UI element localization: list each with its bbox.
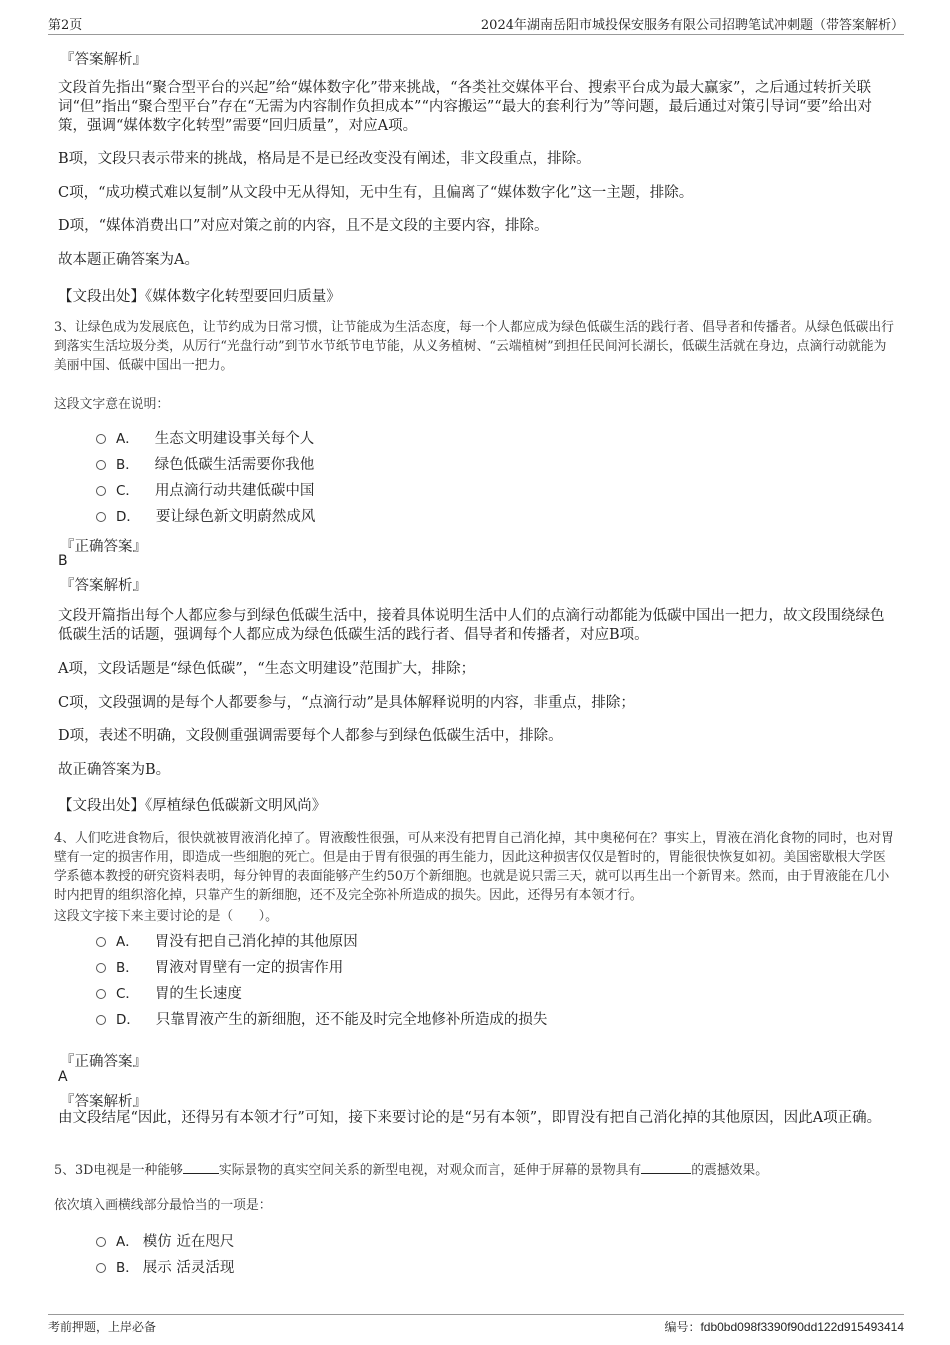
q2-analysis-para3: C项，“成功模式难以复制”从文段中无从得知，无中生有，且偏离了“媒体数字化”这一主题，排除。 xyxy=(58,185,694,201)
q5-option-b[interactable]: B． 展示 活灵活现 xyxy=(96,1256,234,1276)
q4-option-c[interactable]: C． 胃的生长速度 xyxy=(96,982,242,1002)
q5-stem: 5、3D电视是一种能够 实际景物的真实空间关系的新型电视，对观众而言，延伸于屏幕的景物具有 的震撼效果。 xyxy=(54,1163,768,1178)
q4-prompt: 这段文字接下来主要讨论的是（ ）。 xyxy=(54,909,278,924)
q4-correct-label: 『正确答案』 xyxy=(60,1054,147,1070)
q3-conclusion: 故正确答案为B。 xyxy=(58,762,171,778)
q4-option-a[interactable]: A． 胃没有把自己消化掉的其他原因 xyxy=(96,930,358,950)
q2-analysis-label: 『答案解析』 xyxy=(60,52,147,68)
q2-source: 【文段出处】《媒体数字化转型要回归质量》 xyxy=(58,289,341,305)
radio-icon[interactable] xyxy=(96,1263,106,1273)
q3-option-c[interactable]: C． 用点滴行动共建低碳中国 xyxy=(96,479,314,499)
q2-analysis-para4: D项，“媒体消费出口”对应对策之前的内容，且不是文段的主要内容，排除。 xyxy=(58,218,549,234)
q3-analysis-para4: D项，表述不明确，文段侧重强调需要每个人都参与到绿色低碳生活中，排除。 xyxy=(58,728,563,744)
q3-option-a[interactable]: A． 生态文明建设事关每个人 xyxy=(96,427,314,447)
q3-option-d[interactable]: D． 要让绿色新文明蔚然成风 xyxy=(96,505,315,525)
radio-icon[interactable] xyxy=(96,512,106,522)
q4-option-b[interactable]: B． 胃液对胃壁有一定的损害作用 xyxy=(96,956,343,976)
q3-correct-answer: B xyxy=(58,553,68,569)
q2-analysis-para1: 文段首先指出“聚合型平台的兴起”给“媒体数字化”带来挑战，“各类社交媒体平台、搜索平台成为最大赢家”，之后通过转折关联词“但”指出“聚合型平台”存在“无需为内容制作负担成本”“内容搬运”“最大的套利行为”等问题，最后通过对策引导词“要”给出对策，强调“媒体数字化转型”需要“回归质量”，对应A项。 xyxy=(58,80,872,134)
q3-source: 【文段出处】《厚植绿色低碳新文明风尚》 xyxy=(58,798,327,814)
q4-correct-answer: A xyxy=(58,1069,68,1085)
q3-analysis-label: 『答案解析』 xyxy=(60,578,147,594)
radio-icon[interactable] xyxy=(96,460,106,470)
q3-option-b[interactable]: B． 绿色低碳生活需要你我他 xyxy=(96,453,314,473)
radio-icon[interactable] xyxy=(96,963,106,973)
q5-option-a[interactable]: A． 模仿 近在咫尺 xyxy=(96,1230,234,1250)
radio-icon[interactable] xyxy=(96,486,106,496)
q2-conclusion: 故本题正确答案为A。 xyxy=(58,252,199,268)
page-number: 第2页 xyxy=(48,18,83,33)
q3-analysis-para1: 文段开篇指出每个人都应参与到绿色低碳生活中，接着具体说明生活中人们的点滴行动都能为低碳中国出一把力，故文段围绕绿色低碳生活的话题，强调每个人都应成为绿色低碳生活的践行者、倡导者和传播者，对应B项。 xyxy=(58,608,885,643)
document-title: 2024年湖南岳阳市城投保安服务有限公司招聘笔试冲刺题（带答案解析） xyxy=(480,18,904,33)
radio-icon[interactable] xyxy=(96,1237,106,1247)
q3-analysis-para2: A项，文段话题是“绿色低碳”，“生态文明建设”范围扩大，排除； xyxy=(58,661,476,677)
q4-analysis-label: 『答案解析』 xyxy=(60,1094,147,1110)
blank-line xyxy=(183,1161,219,1174)
q3-stem: 3、让绿色成为发展底色，让节约成为日常习惯，让节能成为生活态度，每一个人都应成为绿色低碳生活的践行者、倡导者和传播者。从绿色低碳出行到落实生活垃圾分类，从厉行“光盘行动”到节水节纸节电节能，从义务植树、“云端植树”到担任民间河长湖长，低碳生活就在身边，点滴行动就能为美丽中国、低碳中国出一把力。 xyxy=(54,320,894,373)
radio-icon[interactable] xyxy=(96,434,106,444)
q4-option-d[interactable]: D． 只靠胃液产生的新细胞，还不能及时完全地修补所造成的损失 xyxy=(96,1008,547,1028)
document-code: 编号：fdb0bd098f3390f90dd122d915493414 xyxy=(664,1320,904,1334)
radio-icon[interactable] xyxy=(96,989,106,999)
q2-analysis-para2: B项，文段只表示带来的挑战，格局是不是已经改变没有阐述，非文段重点，排除。 xyxy=(58,151,591,167)
footer-slogan: 考前押题，上岸必备 xyxy=(48,1320,157,1334)
page-header xyxy=(48,12,904,35)
radio-icon[interactable] xyxy=(96,937,106,947)
page-footer xyxy=(48,1314,904,1335)
blank-line xyxy=(641,1161,691,1174)
q3-prompt: 这段文字意在说明： xyxy=(54,397,170,412)
q4-stem: 4、人们吃进食物后，很快就被胃液消化掉了。胃液酸性很强，可从来没有把胃自己消化掉，其中奥秘何在？事实上，胃液在消化食物的同时，也对胃壁有一定的损害作用，即造成一些细胞的死亡。但是由于胃有很强的再生能力，因此这种损害仅仅是暂时的，胃能很快恢复如初。美国密歇根大学医学系德本教授的研究资料表明，每分钟胃的表面能够产生约50万个新细胞。也就是说只需三天，就可以再生出一个新胃来。然而，由于胃液能在几小时内把胃的组织溶化掉，只靠产生的新细胞，还不及完全弥补所造成的损失。因此，还得另有本领才行。 xyxy=(54,831,894,903)
q4-analysis: 由文段结尾“因此，还得另有本领才行”可知，接下来要讨论的是“另有本领”，即胃没有把自己消化掉的其他原因，因此A项正确。 xyxy=(58,1110,882,1126)
q3-correct-label: 『正确答案』 xyxy=(60,539,147,555)
q5-prompt: 依次填入画横线部分最恰当的一项是： xyxy=(54,1198,272,1213)
q3-analysis-para3: C项，文段强调的是每个人都要参与，“点滴行动”是具体解释说明的内容，非重点，排除； xyxy=(58,695,635,711)
radio-icon[interactable] xyxy=(96,1015,106,1025)
